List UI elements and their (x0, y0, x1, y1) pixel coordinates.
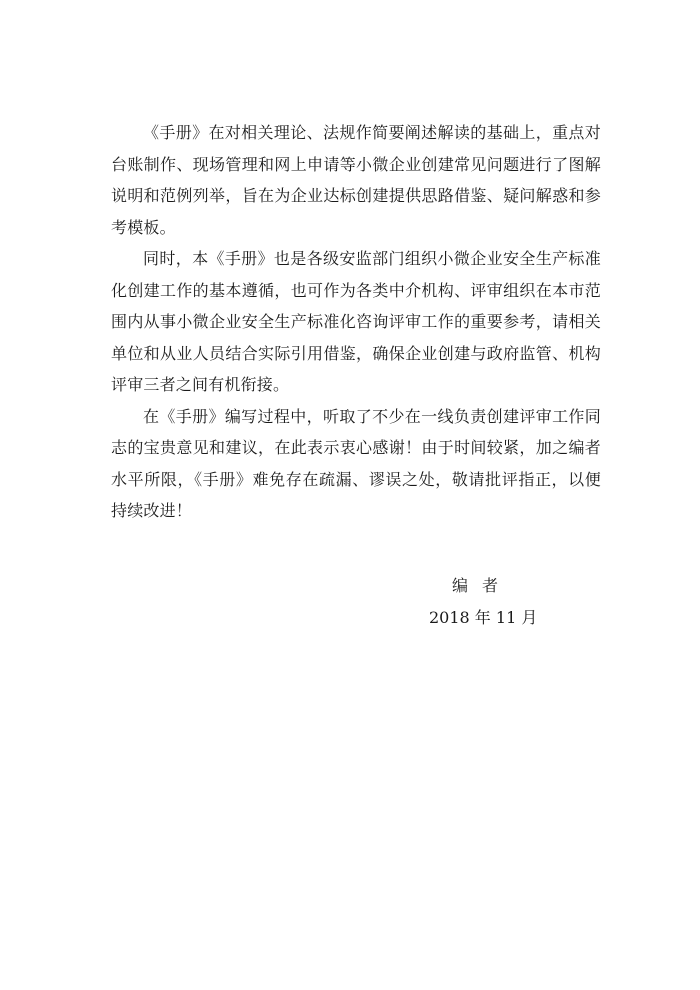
body-text (111, 117, 601, 527)
paragraph-2: 同时，本《手册》也是各级安监部门组织小微企业安全生产标准化创建工作的基本遵循，也可作为各类中介机构、评审组织在本市范围内从事小微企业安全生产标准化咨询评审工作的重要参考，请相关单位和从业人员结合实际引用借鉴，确保企业创建与政府监管、机构评审三者之间有机衔接。 (111, 249, 601, 394)
signature-date: 2018 年 11 月 (429, 608, 538, 627)
signature-author: 编者 (452, 576, 513, 595)
paragraph-3: 在《手册》编写过程中，听取了不少在一线负责创建评审工作同志的宝贵意见和建议，在此表示衷心感谢！由于时间较紧，加之编者水平所限，《手册》难免存在疏漏、谬误之处，敬请批评指正，以便持续改进！ (111, 406, 601, 520)
paragraph-1: 《手册》在对相关理论、法规作简要阐述解读的基础上，重点对台账制作、现场管理和网上申请等小微企业创建常见问题进行了图解说明和范例列举，旨在为企业达标创建提供思路借鉴、疑问解惑和参考模板。 (111, 123, 601, 237)
